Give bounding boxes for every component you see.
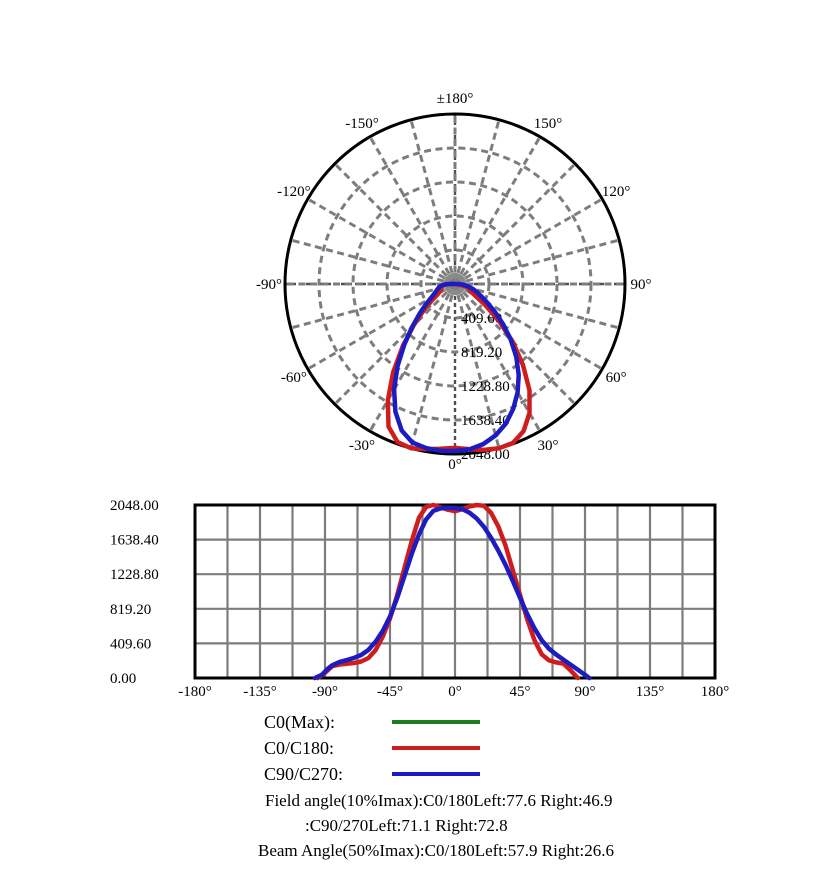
polar-angle-label: -60° xyxy=(280,370,307,386)
legend-label-c90c270: C90/C270: xyxy=(264,764,344,784)
cartesian-x-tick-label: -135° xyxy=(243,684,277,700)
cartesian-x-tick-label: -180° xyxy=(178,684,212,700)
cartesian-x-tick-label: 0° xyxy=(448,684,462,700)
field-angle-c90-line: :C90/270Left:71.1 Right:72.8 xyxy=(305,816,508,835)
cartesian-x-tick-label: 135° xyxy=(635,684,665,700)
cartesian-y-tick-label: 0.00 xyxy=(110,671,137,687)
cartesian-curve-c90c270 xyxy=(315,508,589,678)
polar-angle-label: 30° xyxy=(537,438,559,455)
polar-angle-label: -150° xyxy=(345,115,379,132)
cartesian-y-tick-label: 1228.80 xyxy=(110,567,159,584)
cartesian-x-tick-label: -45° xyxy=(377,684,403,700)
legend-row-c0c180 xyxy=(264,738,334,760)
legend-line-green xyxy=(392,720,480,724)
polar-angle-label: ±180° xyxy=(436,91,474,107)
legend-label-c0c180: C0/C180: xyxy=(264,738,335,758)
polar-spoke xyxy=(308,199,455,284)
polar-angle-label: 120° xyxy=(601,184,631,200)
cartesian-y-tick-label: 2048.00 xyxy=(110,498,159,514)
polar-angle-label: 150° xyxy=(533,115,563,132)
polar-spoke xyxy=(411,120,455,284)
polar-angle-label: -120° xyxy=(277,184,311,200)
cartesian-x-tick-label: 90° xyxy=(574,684,596,700)
polar-angle-label: -90° xyxy=(256,277,282,293)
polar-angle-label: 60° xyxy=(605,370,627,386)
polar-ring-label: 409.60 xyxy=(461,311,503,327)
cartesian-x-tick-label: 45° xyxy=(509,684,531,700)
cartesian-x-tick-label: 180° xyxy=(700,684,730,700)
polar-spoke xyxy=(411,284,455,448)
field-angle-c0-line: Field angle(10%Imax):C0/180Left:77.6 Right:46.9 xyxy=(265,791,613,810)
polar-spoke xyxy=(455,199,602,284)
legend-row-c90c270 xyxy=(264,764,343,786)
polar-spoke xyxy=(370,137,455,284)
legend-row-c0max xyxy=(264,712,335,734)
cartesian-y-tick-label: 409.60 xyxy=(110,636,152,653)
polar-angle-label: 90° xyxy=(630,277,652,293)
legend-label-c0max: C0(Max): xyxy=(264,712,335,732)
polar-ring-label: 2048.00 xyxy=(461,447,510,463)
beam-angle-c0-line: Beam Angle(50%Imax):C0/180Left:57.9 Right:26.6 xyxy=(258,841,615,860)
cartesian-y-tick-label: 1638.40 xyxy=(110,532,159,549)
polar-ring-label: 1228.80 xyxy=(461,379,510,395)
polar-ring-label: 1638.40 xyxy=(461,413,510,429)
polar-angle-label: -30° xyxy=(349,438,375,455)
polar-spoke xyxy=(370,284,455,431)
cartesian-x-tick-label: -90° xyxy=(312,684,338,700)
legend-line-blue xyxy=(392,772,480,776)
polar-ring-label: 819.20 xyxy=(461,345,503,361)
polar-angle-label: 0° xyxy=(448,457,462,473)
cartesian-y-tick-label: 819.20 xyxy=(110,601,152,618)
legend-line-red xyxy=(392,746,480,750)
